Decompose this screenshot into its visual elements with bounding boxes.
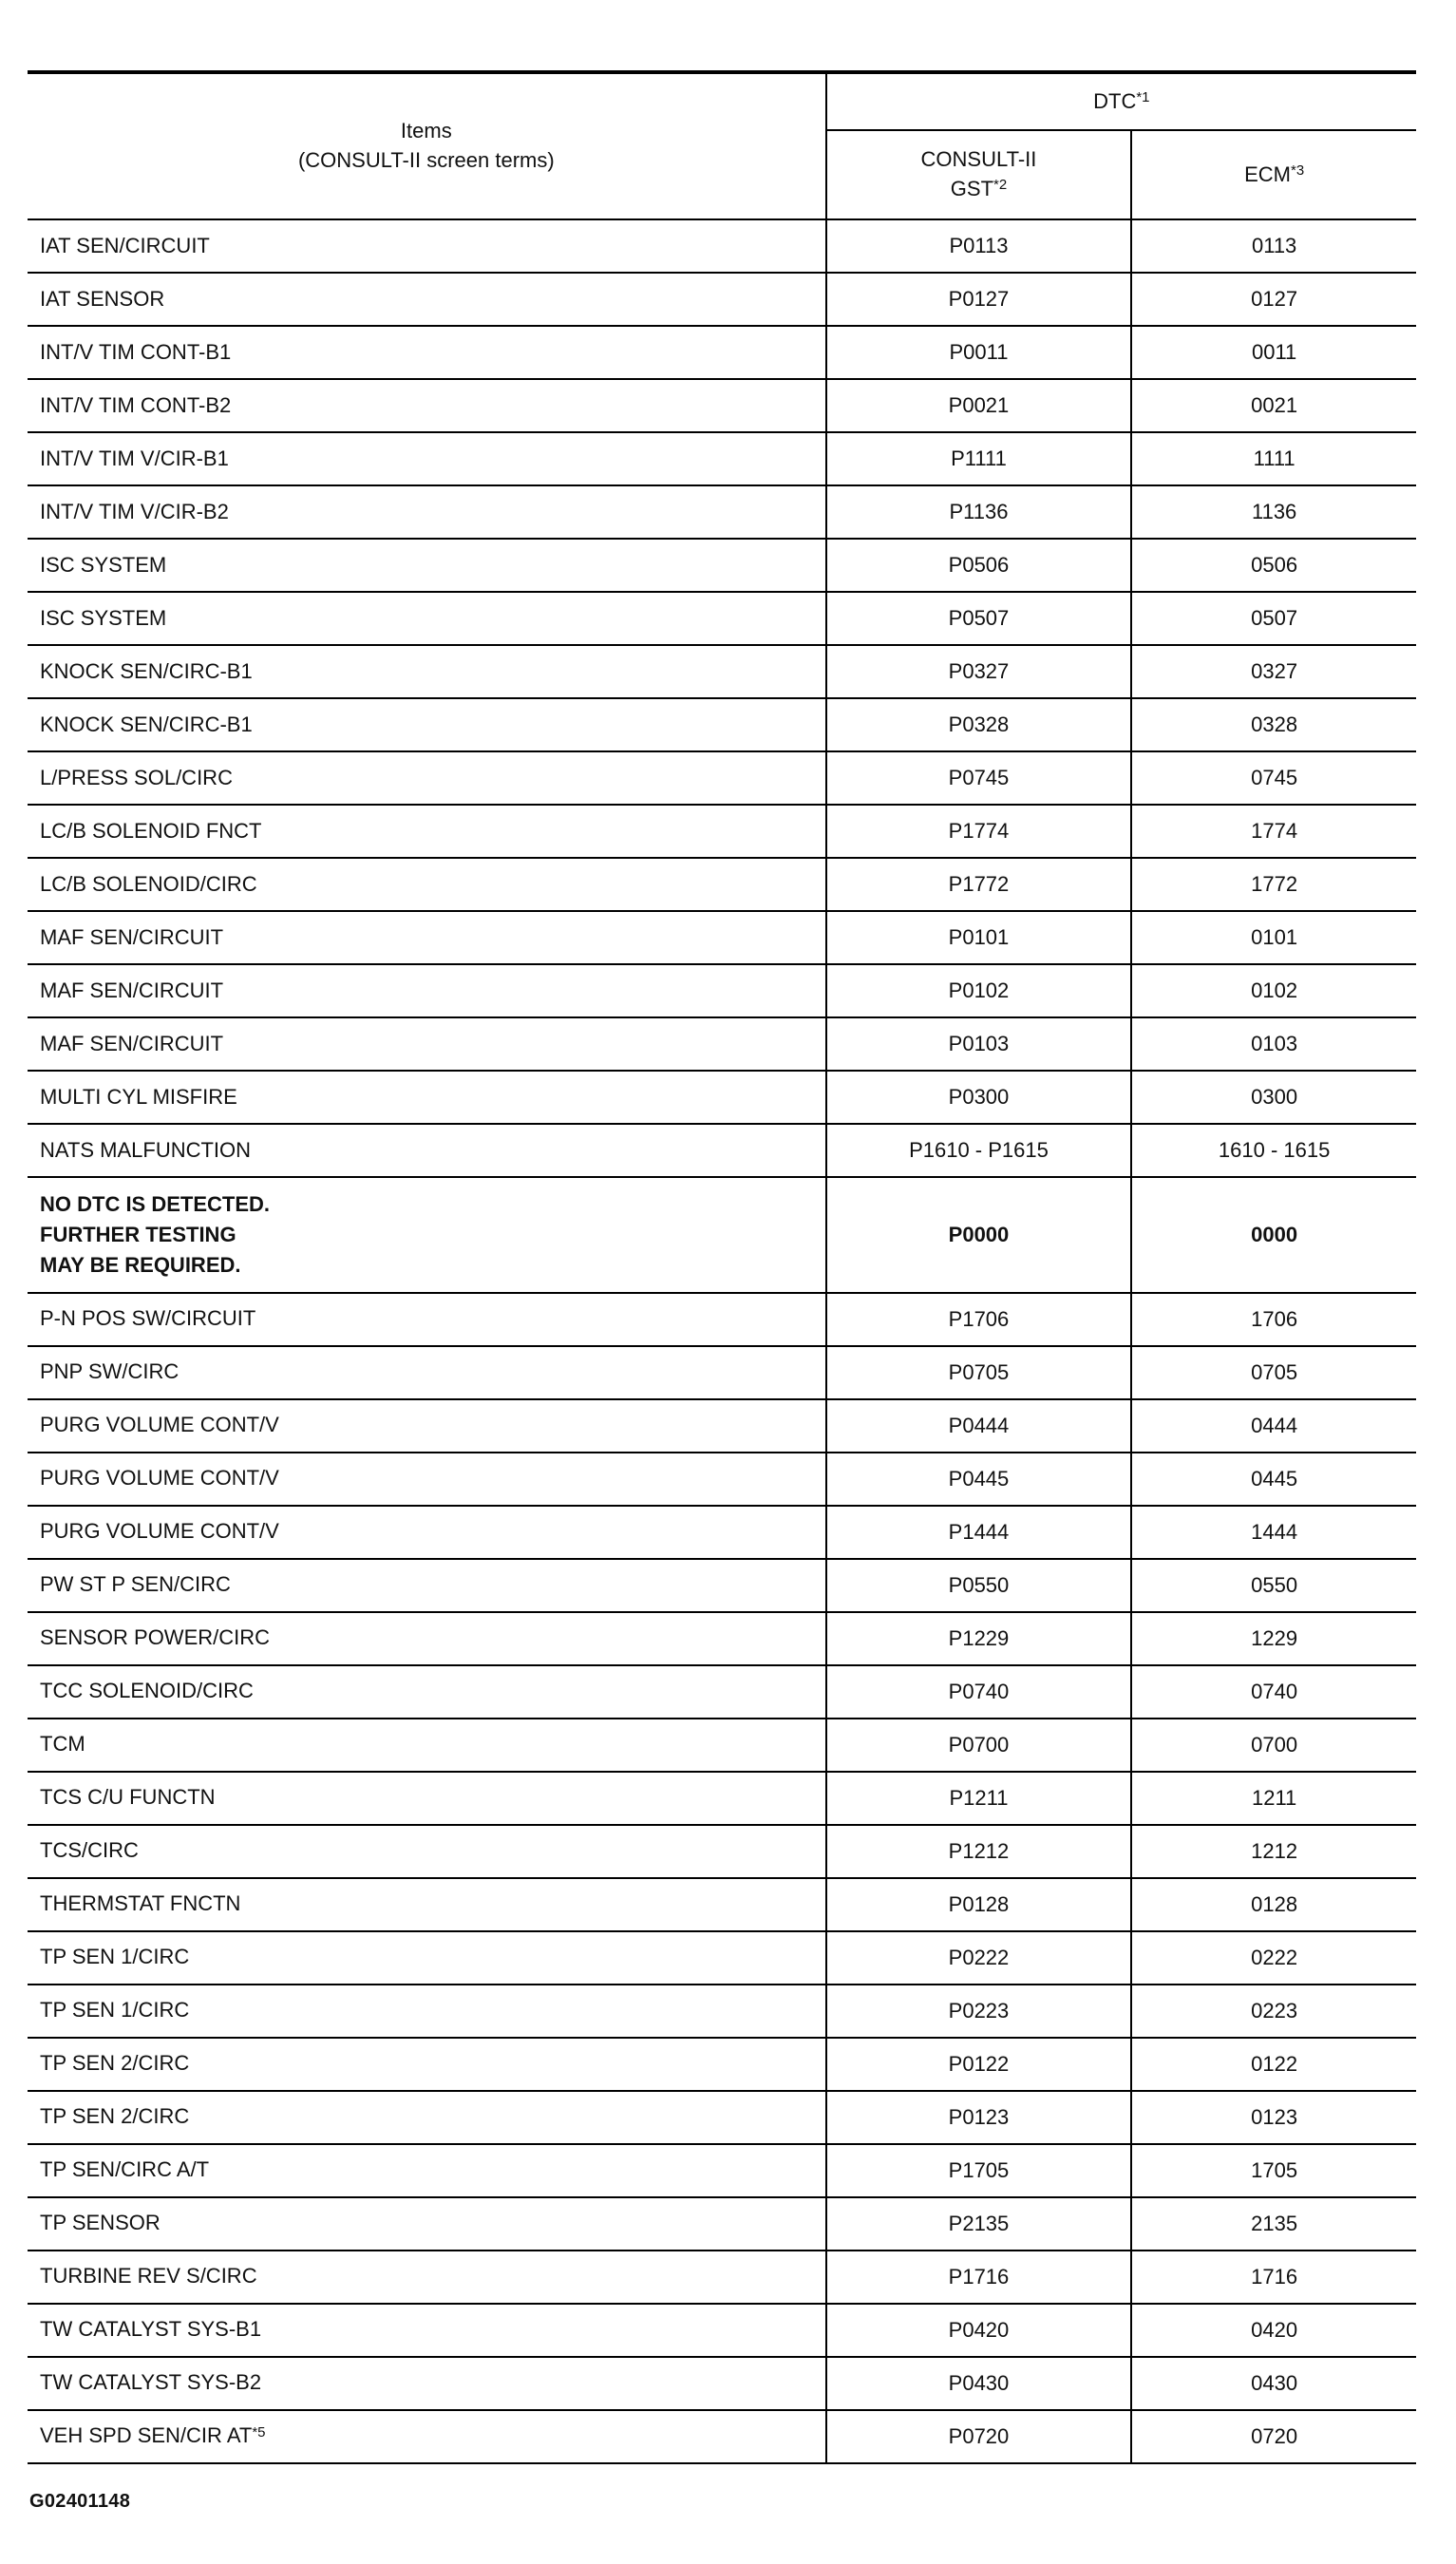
table-row [28,2038,1416,2091]
ecm-code-cell: 1211 [1131,1772,1416,1825]
gst-code-cell: P1444 [826,1506,1132,1559]
gst-code-cell: P0000 [826,1177,1132,1293]
gst-code-cell: P1111 [826,432,1132,485]
gst-code-cell: P0420 [826,2304,1132,2357]
ecm-code-cell: 1774 [1131,805,1416,858]
item-cell: ISC SYSTEM [28,539,826,592]
table-row [28,592,1416,645]
ecm-code-cell: 0700 [1131,1719,1416,1772]
dtc-header-label: DTC [1093,89,1137,113]
ecm-code-cell: 0328 [1131,698,1416,751]
item-cell: NO DTC IS DETECTED. FURTHER TESTING MAY BE REQUIRED. [28,1177,826,1293]
ecm-code-cell: 1212 [1131,1825,1416,1878]
table-row [28,2357,1416,2410]
ecm-code-cell: 1229 [1131,1612,1416,1665]
gst-code-cell: P0103 [826,1017,1132,1071]
gst-code-cell: P2135 [826,2197,1132,2251]
gst-code-cell: P0123 [826,2091,1132,2144]
table-row [28,1506,1416,1559]
table-row [28,539,1416,592]
ecm-code-cell: 0021 [1131,379,1416,432]
table-row [28,1071,1416,1124]
table-row [28,645,1416,698]
gst-code-cell: P0102 [826,964,1132,1017]
gst-code-cell: P0740 [826,1665,1132,1719]
ecm-code-cell: 1610 - 1615 [1131,1124,1416,1177]
ecm-code-cell: 0223 [1131,1985,1416,2038]
table-row [28,1931,1416,1985]
table-row [28,1719,1416,1772]
table-row [28,1017,1416,1071]
item-cell: INT/V TIM V/CIR-B2 [28,485,826,539]
gst-code-cell: P1211 [826,1772,1132,1825]
table-row [28,1612,1416,1665]
gst-code-cell: P0430 [826,2357,1132,2410]
table-row [28,2144,1416,2197]
ecm-code-cell: 1706 [1131,1293,1416,1346]
items-header-line2: (CONSULT-II screen terms) [297,148,555,172]
table-row [28,911,1416,964]
gst-code-cell: P0101 [826,911,1132,964]
ecm-code-cell: 1444 [1131,1506,1416,1559]
item-cell: TP SEN 2/CIRC [28,2091,826,2144]
table-row [28,1399,1416,1453]
table-row [28,1293,1416,1346]
figure-id: G02401148 [29,2490,131,2512]
item-cell: ISC SYSTEM [28,592,826,645]
item-cell: THERMSTAT FNCTN [28,1878,826,1931]
gst-code-cell: P1136 [826,485,1132,539]
table-row [28,1772,1416,1825]
item-cell: INT/V TIM CONT-B2 [28,379,826,432]
col-header-items [28,72,826,219]
ecm-code-cell: 0222 [1131,1931,1416,1985]
item-cell: TW CATALYST SYS-B1 [28,2304,826,2357]
item-cell: MAF SEN/CIRCUIT [28,1017,826,1071]
ecm-code-cell: 0122 [1131,2038,1416,2091]
item-cell: NATS MALFUNCTION [28,1124,826,1177]
ecm-code-cell: 0101 [1131,911,1416,964]
gst-code-cell: P1229 [826,1612,1132,1665]
ecm-code-cell: 0740 [1131,1665,1416,1719]
ecm-code-cell: 0000 [1131,1177,1416,1293]
item-cell: IAT SEN/CIRCUIT [28,219,826,273]
item-cell: P-N POS SW/CIRCUIT [28,1293,826,1346]
table-row [28,2410,1416,2463]
item-cell: INT/V TIM V/CIR-B1 [28,432,826,485]
table-row [28,485,1416,539]
col-header-consult-gst [826,130,1132,219]
gst-code-cell: P0745 [826,751,1132,805]
table-row [28,1124,1416,1177]
table-row [28,219,1416,273]
table-row [28,1177,1416,1293]
item-cell: PNP SW/CIRC [28,1346,826,1399]
item-cell: PURG VOLUME CONT/V [28,1399,826,1453]
col-header-dtc [826,72,1416,130]
gst-code-cell: P0122 [826,2038,1132,2091]
gst-header-line2: GST [950,177,994,200]
gst-code-cell: P0550 [826,1559,1132,1612]
ecm-code-cell: 1136 [1131,485,1416,539]
table-header [28,72,1416,219]
item-cell: PURG VOLUME CONT/V [28,1453,826,1506]
ecm-code-cell: 0720 [1131,2410,1416,2463]
table-row [28,964,1416,1017]
ecm-code-cell: 0327 [1131,645,1416,698]
ecm-code-cell: 1716 [1131,2251,1416,2304]
item-cell: MAF SEN/CIRCUIT [28,964,826,1017]
gst-code-cell: P0021 [826,379,1132,432]
ecm-code-cell: 0102 [1131,964,1416,1017]
item-cell: IAT SENSOR [28,273,826,326]
gst-code-cell: P0128 [826,1878,1132,1931]
item-cell: TCS/CIRC [28,1825,826,1878]
item-cell: LC/B SOLENOID/CIRC [28,858,826,911]
table-row [28,2251,1416,2304]
item-cell: TURBINE REV S/CIRC [28,2251,826,2304]
ecm-code-cell: 0705 [1131,1346,1416,1399]
items-header-line1: Items [400,119,452,143]
ecm-code-cell: 0745 [1131,751,1416,805]
gst-code-cell: P1716 [826,2251,1132,2304]
item-cell: TP SEN 1/CIRC [28,1985,826,2038]
gst-code-cell: P1772 [826,858,1132,911]
item-cell: INT/V TIM CONT-B1 [28,326,826,379]
item-footnote: *5 [252,2423,266,2441]
item-cell: TCS C/U FUNCTN [28,1772,826,1825]
dtc-table-body [28,219,1416,2463]
table-row [28,1453,1416,1506]
gst-header-footnote: *2 [993,177,1008,194]
gst-code-cell: P0011 [826,326,1132,379]
table-row [28,2197,1416,2251]
gst-code-cell: P0113 [826,219,1132,273]
gst-code-cell: P1212 [826,1825,1132,1878]
table-row [28,273,1416,326]
ecm-code-cell: 0127 [1131,273,1416,326]
table-row [28,1825,1416,1878]
gst-code-cell: P0327 [826,645,1132,698]
item-cell: TP SENSOR [28,2197,826,2251]
ecm-code-cell: 2135 [1131,2197,1416,2251]
gst-code-cell: P0700 [826,1719,1132,1772]
ecm-code-cell: 1705 [1131,2144,1416,2197]
item-cell: TP SEN 2/CIRC [28,2038,826,2091]
gst-code-cell: P0300 [826,1071,1132,1124]
ecm-code-cell: 0430 [1131,2357,1416,2410]
ecm-code-cell: 0420 [1131,2304,1416,2357]
ecm-header-label: ECM [1244,162,1292,186]
gst-code-cell: P0223 [826,1985,1132,2038]
table-row [28,2304,1416,2357]
table-row [28,698,1416,751]
item-cell: KNOCK SEN/CIRC-B1 [28,645,826,698]
gst-code-cell: P0127 [826,273,1132,326]
table-row [28,379,1416,432]
dtc-header-footnote: *1 [1136,89,1150,106]
col-header-ecm [1131,130,1416,219]
gst-code-cell: P0720 [826,2410,1132,2463]
gst-code-cell: P1705 [826,2144,1132,2197]
item-cell: PW ST P SEN/CIRC [28,1559,826,1612]
table-row [28,751,1416,805]
gst-header-line1: CONSULT-II [920,147,1037,172]
ecm-code-cell: 0444 [1131,1399,1416,1453]
gst-code-cell: P0222 [826,1931,1132,1985]
ecm-code-cell: 1772 [1131,858,1416,911]
ecm-code-cell: 0128 [1131,1878,1416,1931]
ecm-code-cell: 0011 [1131,326,1416,379]
ecm-code-cell: 0123 [1131,2091,1416,2144]
ecm-code-cell: 0113 [1131,219,1416,273]
item-cell: MAF SEN/CIRCUIT [28,911,826,964]
item-cell: VEH SPD SEN/CIR AT$^{*5}$ [28,2410,826,2463]
table-row [28,805,1416,858]
table-row [28,2091,1416,2144]
ecm-code-cell: 0103 [1131,1017,1416,1071]
item-cell: L/PRESS SOL/CIRC [28,751,826,805]
table-row [28,1878,1416,1931]
item-cell: LC/B SOLENOID FNCT [28,805,826,858]
table-row [28,432,1416,485]
ecm-code-cell: 0300 [1131,1071,1416,1124]
gst-code-cell: P0445 [826,1453,1132,1506]
table-row [28,1346,1416,1399]
item-cell: TCC SOLENOID/CIRC [28,1665,826,1719]
gst-code-cell: P1706 [826,1293,1132,1346]
gst-code-cell: P0506 [826,539,1132,592]
ecm-code-cell: 0445 [1131,1453,1416,1506]
table-row [28,326,1416,379]
table-row [28,858,1416,911]
ecm-code-cell: 0506 [1131,539,1416,592]
ecm-code-cell: 0507 [1131,592,1416,645]
table-row [28,1559,1416,1612]
item-cell: KNOCK SEN/CIRC-B1 [28,698,826,751]
item-cell: TW CATALYST SYS-B2 [28,2357,826,2410]
table-row [28,1665,1416,1719]
gst-code-cell: P0705 [826,1346,1132,1399]
item-cell: TP SEN 1/CIRC [28,1931,826,1985]
gst-code-cell: P0444 [826,1399,1132,1453]
item-cell: MULTI CYL MISFIRE [28,1071,826,1124]
gst-code-cell: P0328 [826,698,1132,751]
ecm-header-footnote: *3 [1291,162,1305,180]
item-cell: TP SEN/CIRC A/T [28,2144,826,2197]
gst-code-cell: P0507 [826,592,1132,645]
dtc-code-table [28,70,1416,2464]
item-cell: TCM [28,1719,826,1772]
gst-code-cell: P1610 - P1615 [826,1124,1132,1177]
ecm-code-cell: 1111 [1131,432,1416,485]
item-cell: PURG VOLUME CONT/V [28,1506,826,1559]
item-cell: SENSOR POWER/CIRC [28,1612,826,1665]
gst-code-cell: P1774 [826,805,1132,858]
ecm-code-cell: 0550 [1131,1559,1416,1612]
table-row [28,1985,1416,2038]
